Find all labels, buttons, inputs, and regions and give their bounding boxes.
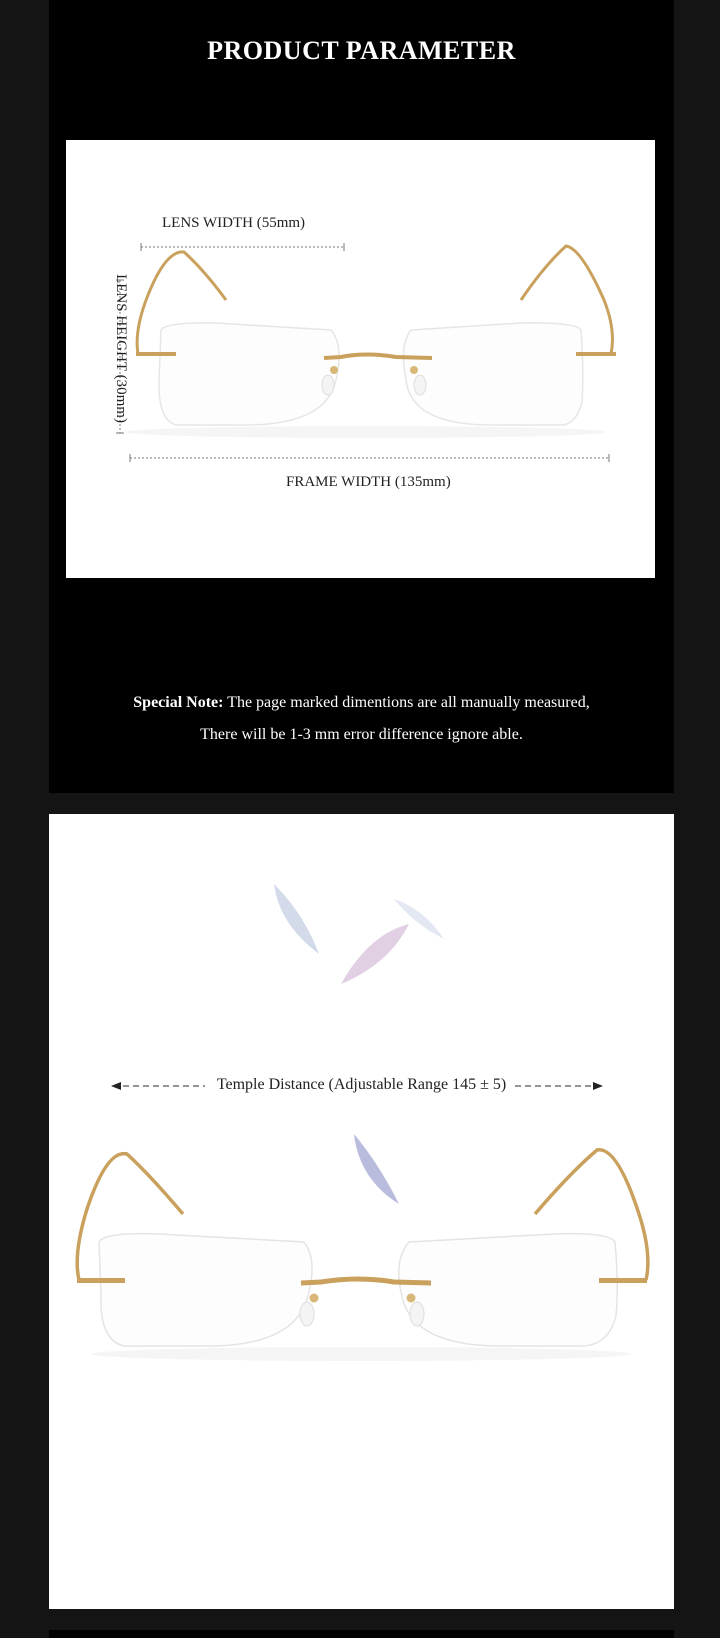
special-note-line1	[49, 694, 674, 712]
special-note-line2: There will be 1-3 mm error difference ignore able.	[200, 726, 523, 743]
glasses-dimension-photo	[66, 140, 655, 578]
bottom-strip	[49, 1630, 674, 1638]
frame-width-label: FRAME WIDTH (135mm)	[286, 474, 451, 490]
special-note-prefix: Special Note:	[133, 694, 224, 711]
product-parameter-panel	[49, 0, 674, 793]
feather-glasses-illustration	[49, 814, 674, 1609]
temple-distance-panel	[49, 814, 674, 1609]
temple-distance-text: Temple Distance (Adjustable Range 145 ± 5)	[211, 1076, 512, 1093]
lens-height-label: LENS HEIGHT (30mm)	[112, 274, 129, 423]
lens-width-label: LENS WIDTH (55mm)	[162, 215, 306, 231]
glasses-illustration	[66, 140, 655, 578]
page-title: PRODUCT PARAMETER	[207, 36, 516, 65]
temple-distance-label	[49, 1076, 674, 1094]
special-note-text: The page marked dimentions are all manually measured,	[223, 694, 590, 711]
